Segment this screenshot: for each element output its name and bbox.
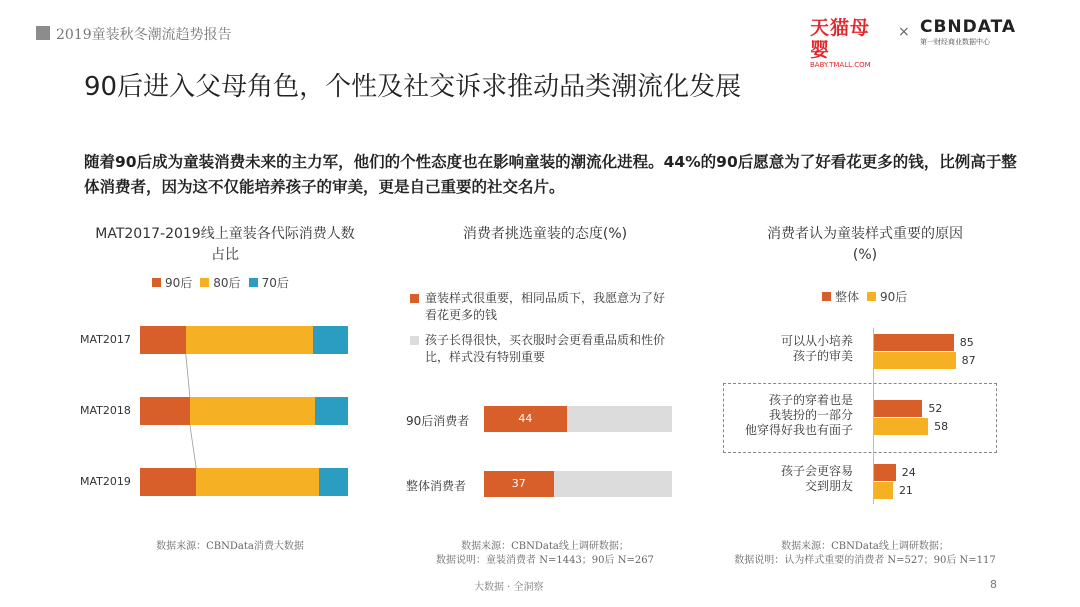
footer-slogan: 大数据 · 全洞察 — [474, 582, 544, 593]
intro-text: 随着90后成为童装消费未来的主力军，他们的个性态度也在影响童装的潮流化进程。44%的90后愿意为了好看花更多的钱，比例高于整体消费者，因为这不仅能培养孩子的审美，更是自己重要的社交名片。 — [84, 153, 1017, 196]
chart3-legend-label: 90后 — [880, 290, 908, 304]
chart3-legend — [822, 288, 907, 305]
cbndata-logo-sub: 第一财经商业数据中心 — [920, 38, 990, 46]
chart3-data-label: 58 — [934, 420, 949, 433]
tmall-logo — [810, 17, 886, 70]
chart3-data-label: 21 — [898, 484, 913, 497]
chart3-source-line: 数据来源：CBNData线上调研数据； — [781, 541, 949, 552]
chart3-title — [740, 224, 990, 266]
page-title: 90后进入父母角色，个性及社交诉求推动品类潮流化发展 — [84, 72, 742, 102]
chart3-bar — [873, 400, 922, 417]
chart3-source-line: 数据说明：认为样式重要的消费者 N=527；90后 N=117 — [734, 555, 996, 566]
chart3-category-label — [725, 393, 853, 438]
chart3-bar — [873, 464, 896, 481]
chart3-category-label-line: 孩子会更容易 — [780, 464, 853, 478]
chart1-title: MAT2017-2019线上童装各代际消费人数占比 — [95, 226, 355, 263]
chart3-bar — [873, 482, 893, 499]
chart1-legend-label: 80后 — [213, 276, 241, 290]
chart2-source — [410, 540, 680, 568]
chart3-data-label: 52 — [928, 402, 943, 415]
chart1-legend — [152, 274, 289, 291]
chart2-legend-swatch — [410, 336, 419, 345]
chart2-bar-segment — [554, 471, 672, 497]
chart3-legend-item — [822, 288, 859, 305]
page-number: 8 — [990, 578, 997, 591]
chart1-legend-item — [200, 274, 240, 291]
chart2-title: 消费者挑选童装的态度(%) — [462, 226, 628, 242]
tmall-logo-text: 天猫母婴 — [810, 17, 871, 61]
chart3-axis-line — [873, 328, 874, 504]
chart1-plot — [80, 300, 370, 530]
chart3-category-label-line: 孩子的穿着也是 — [768, 393, 853, 407]
chart2-data-label: 37 — [511, 477, 526, 490]
chart1-legend-item — [249, 274, 289, 291]
chart3-source — [715, 540, 1015, 568]
chart1-legend-item — [152, 274, 192, 291]
chart1-connectors — [80, 300, 370, 530]
chart3-category-label — [725, 334, 853, 364]
chart3-legend-swatch — [822, 292, 831, 301]
chart3-title-line: 消费者认为童装样式重要的原因 — [767, 226, 963, 242]
chart1-legend-swatch — [152, 278, 161, 287]
chart2-legend-swatch — [410, 294, 419, 303]
chart1-category-label: MAT2018 — [80, 404, 131, 417]
chart1-legend-swatch — [200, 278, 209, 287]
chart2-source-line: 数据说明：童装消费者 N=1443；90后 N=267 — [436, 555, 654, 566]
chart1-legend-label: 90后 — [165, 276, 193, 290]
chart3-legend-swatch — [867, 292, 876, 301]
chart1-source: 数据来源：CBNData消费大数据 — [156, 541, 304, 552]
chart1-category-label: MAT2019 — [80, 475, 131, 488]
report-label: 2019童装秋冬潮流趋势报告 — [56, 27, 232, 43]
cbndata-logo-text: CBNDATA — [920, 17, 1017, 37]
chart3-bar — [873, 418, 928, 435]
chart2-plot — [400, 395, 690, 510]
chart2-legend — [410, 290, 675, 366]
chart3-category-label-line: 他穿得好我也有面子 — [744, 423, 853, 437]
chart3-data-label: 85 — [959, 336, 974, 349]
chart3-title-line: (%) — [852, 247, 878, 263]
chart3-category-label-line: 可以从小培养 — [780, 334, 853, 348]
chart2-category-label: 整体消费者 — [406, 479, 467, 493]
chart2-legend-item — [410, 290, 675, 324]
chart3-category-label — [725, 464, 853, 494]
chart2-bar-segment — [567, 406, 672, 432]
chart3-data-label: 87 — [961, 354, 976, 367]
cbndata-logo — [920, 17, 1017, 47]
chart3-bar — [873, 352, 956, 369]
chart2-data-label: 44 — [518, 412, 533, 425]
chart2-source-line: 数据来源：CBNData线上调研数据； — [461, 541, 629, 552]
chart2-legend-item — [410, 332, 675, 366]
chart2-legend-label: 孩子长得很快，买衣服时会更看重品质和性价比，样式没有特别重要 — [425, 333, 666, 364]
chart3-category-label-line: 我装扮的一部分 — [768, 408, 853, 422]
chart3-data-label: 24 — [901, 466, 916, 479]
chart1-legend-label: 70后 — [261, 276, 289, 290]
chart1-connector-line — [186, 354, 190, 397]
report-marker — [36, 26, 50, 40]
chart3-category-label-line: 孩子的审美 — [792, 349, 853, 363]
chart1-legend-swatch — [249, 278, 258, 287]
chart3-legend-item — [867, 288, 907, 305]
chart1-connector-line — [190, 425, 196, 468]
chart3-category-label-line: 交到朋友 — [804, 479, 853, 493]
chart3-legend-label: 整体 — [835, 290, 860, 304]
chart3-bar — [873, 334, 954, 351]
chart1-category-label: MAT2017 — [80, 333, 131, 346]
tmall-logo-sub: BABY.TMALL.COM — [810, 61, 871, 69]
chart2-legend-label: 童装样式很重要，相同品质下，我愿意为了好看花更多的钱 — [425, 291, 666, 322]
logo-separator: × — [898, 24, 910, 40]
chart3-plot — [725, 320, 1015, 510]
chart2-category-label: 90后消费者 — [406, 414, 470, 428]
